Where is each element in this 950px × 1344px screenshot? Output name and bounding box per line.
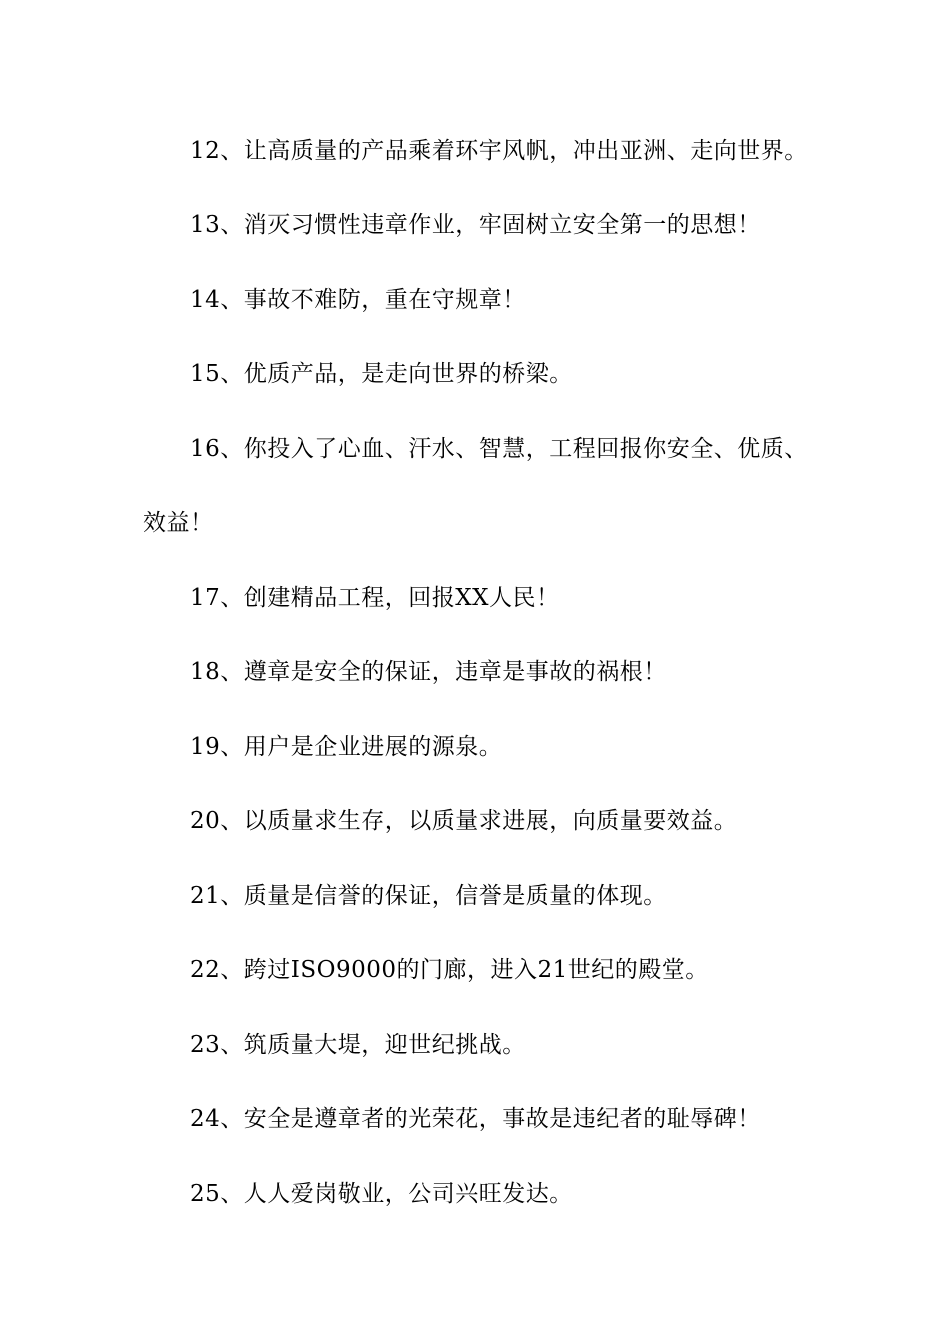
slogan-16-continued: 效益！ bbox=[143, 510, 214, 536]
slogan-24: 24、安全是遵章者的光荣花，事故是违纪者的耻辱碑！ bbox=[190, 1106, 761, 1132]
slogan-20: 20、以质量求生存，以质量求进展，向质量要效益。 bbox=[190, 808, 738, 834]
slogan-18: 18、遵章是安全的保证，违章是事故的祸根！ bbox=[190, 659, 667, 685]
slogan-16: 16、你投入了心血、汗水、智慧，工程回报你安全、优质、 bbox=[190, 436, 808, 462]
slogan-14: 14、事故不难防，重在守规章！ bbox=[190, 287, 526, 313]
slogan-19: 19、用户是企业进展的源泉。 bbox=[190, 734, 503, 760]
slogan-15: 15、优质产品，是走向世界的桥梁。 bbox=[190, 361, 573, 387]
slogan-25: 25、人人爱岗敬业，公司兴旺发达。 bbox=[190, 1181, 573, 1207]
slogan-21: 21、质量是信誉的保证，信誉是质量的体现。 bbox=[190, 883, 667, 909]
slogan-22: 22、跨过ISO9000的门廊，进入21世纪的殿堂。 bbox=[190, 957, 709, 983]
slogan-17: 17、创建精品工程，回报XX人民！ bbox=[190, 585, 560, 611]
slogan-13: 13、消灭习惯性违章作业，牢固树立安全第一的思想！ bbox=[190, 212, 761, 238]
slogan-12: 12、让高质量的产品乘着环宇风帆，冲出亚洲、走向世界。 bbox=[190, 138, 808, 164]
slogan-23: 23、筑质量大堤，迎世纪挑战。 bbox=[190, 1032, 526, 1058]
